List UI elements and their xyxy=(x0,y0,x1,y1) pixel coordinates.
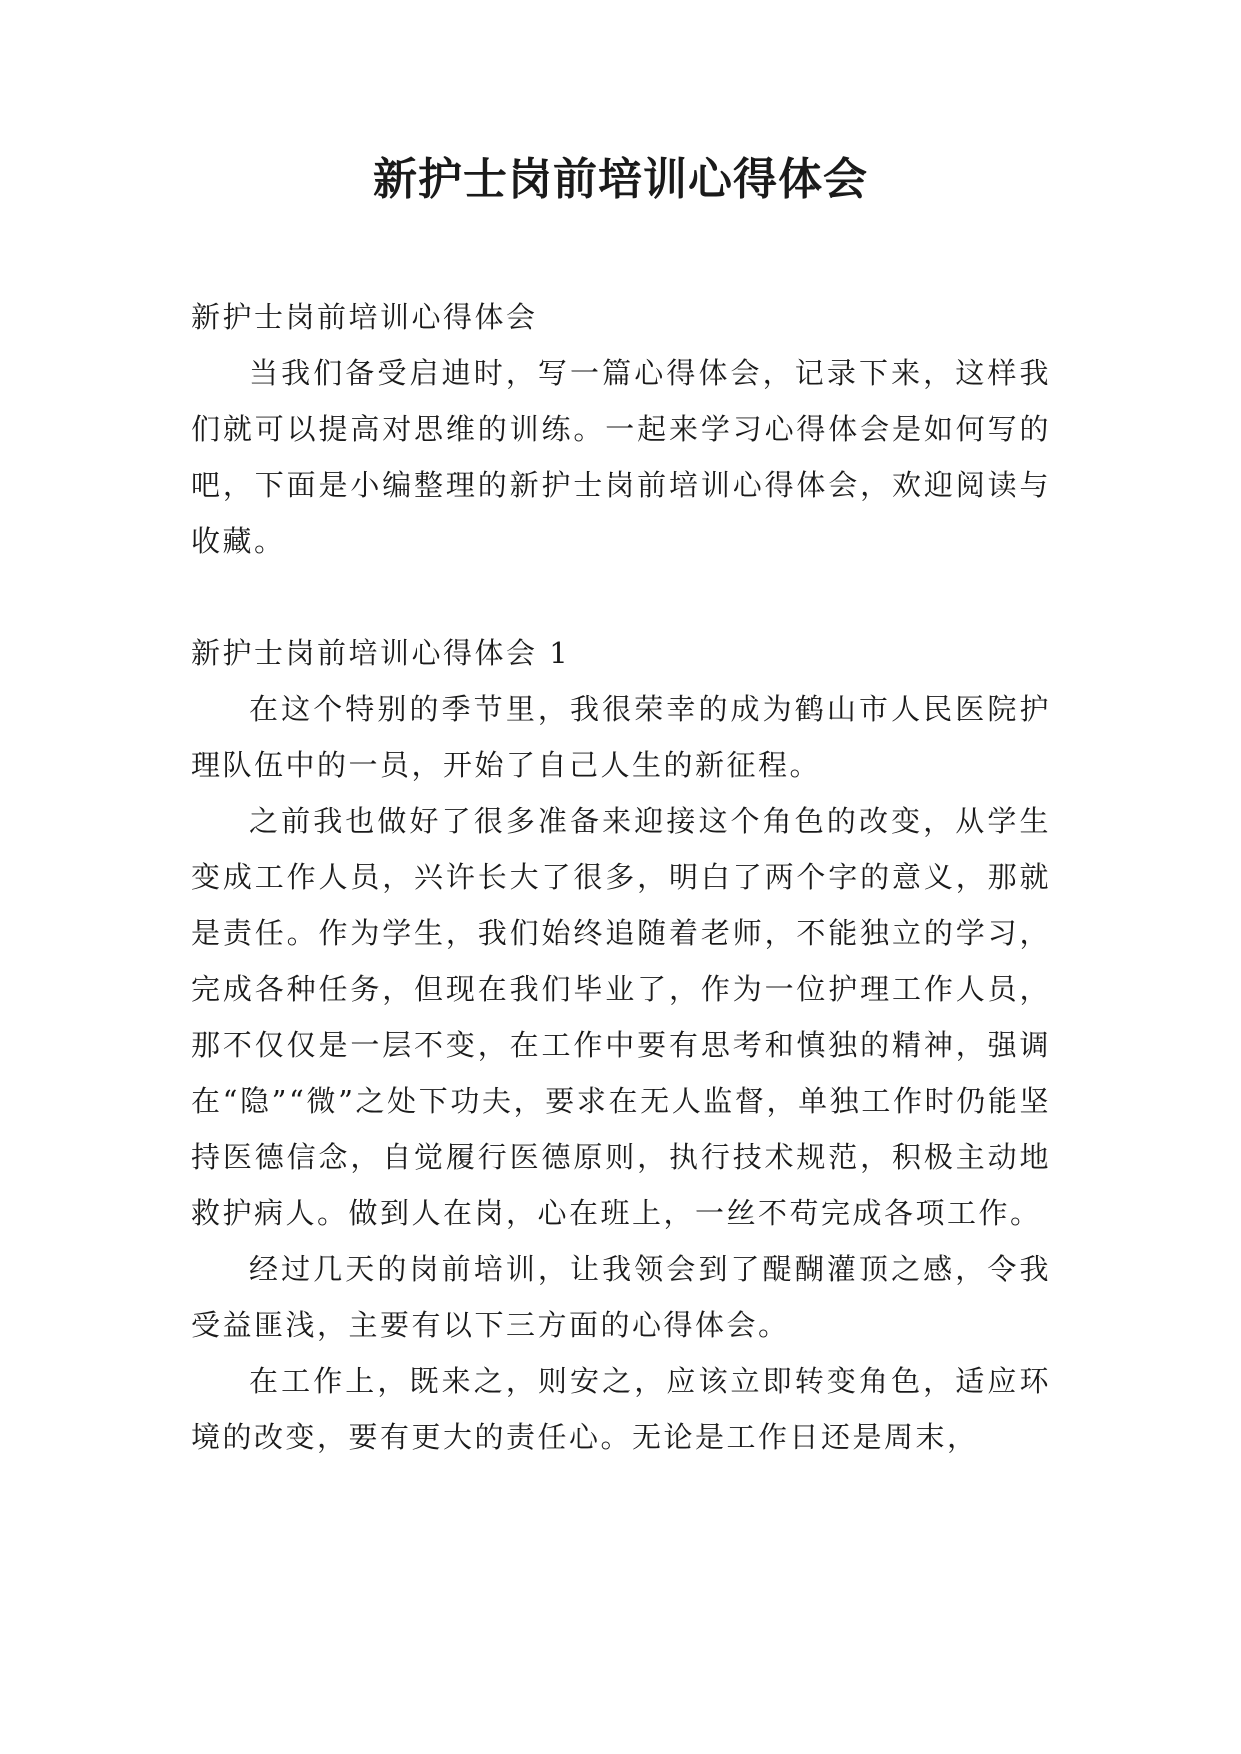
section-paragraph: 经过几天的岗前培训，让我领会到了醍醐灌顶之感，令我受益匪浅，主要有以下三方面的心得体会。 xyxy=(191,1252,1051,1342)
document-body xyxy=(191,289,1051,1465)
section-paragraph: 之前我也做好了很多准备来迎接这个角色的改变，从学生变成工作人员，兴许长大了很多，明白了两个字的意义，那就是责任。作为学生，我们始终追随着老师，不能独立的学习，完成各种任务，但现在我们毕业了，作为一位护理工作人员，那不仅仅是一层不变，在工作中要有思考和慎独的精神，强调在“隐”“微”之处下功夫，要求在无人监督，单独工作时仍能坚持医德信念，自觉履行医德原则，执行技术规范，积极主动地救护病人。做到人在岗，心在班上，一丝不苟完成各项工作。 xyxy=(191,804,1051,1230)
section-paragraph: 在这个特别的季节里，我很荣幸的成为鹤山市人民医院护理队伍中的一员，开始了自己人生的新征程。 xyxy=(191,692,1051,782)
intro-paragraph: 当我们备受启迪时，写一篇心得体会，记录下来，这样我们就可以提高对思维的训练。一起来学习心得体会是如何写的吧，下面是小编整理的新护士岗前培训心得体会，欢迎阅读与收藏。 xyxy=(191,356,1051,558)
paragraph-gap xyxy=(191,569,1051,625)
section-paragraph: 在工作上，既来之，则安之，应该立即转变角色，适应环境的改变，要有更大的责任心。无论是工作日还是周末， xyxy=(191,1364,1051,1454)
intro-heading: 新护士岗前培训心得体会 xyxy=(191,300,538,334)
document-title: 新护士岗前培训心得体会 xyxy=(373,154,868,205)
section-heading: 新护士岗前培训心得体会 1 xyxy=(191,636,571,670)
